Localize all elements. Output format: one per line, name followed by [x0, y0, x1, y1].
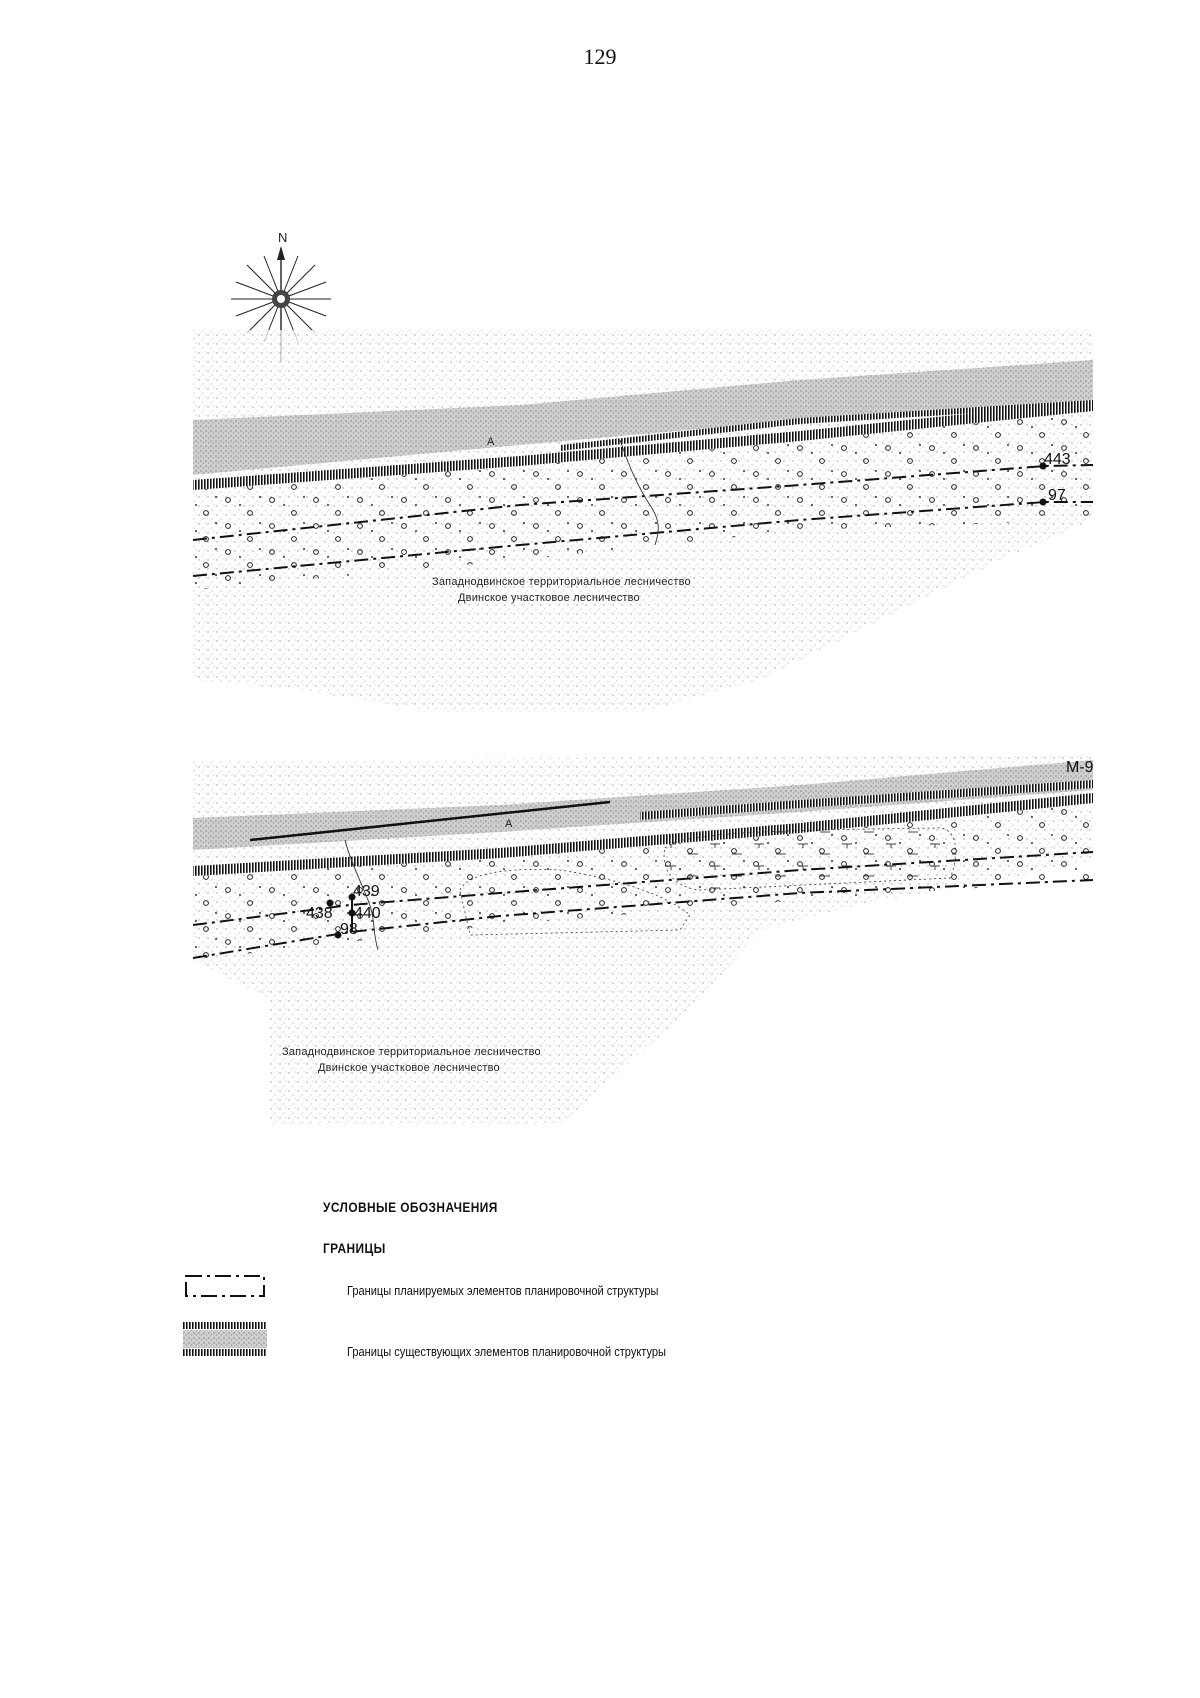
- map-fragment-bottom: [193, 755, 1094, 1125]
- point-label-443: 443: [1044, 451, 1071, 468]
- point-label-438: 438: [306, 905, 333, 922]
- point-label-440: 440: [354, 905, 381, 922]
- point-label-439: 439: [353, 883, 380, 900]
- planned-boundary-symbol: [183, 1273, 267, 1299]
- forestry-label-top-line2: Двинское участковое лесничество: [458, 592, 640, 604]
- legend-subtitle: ГРАНИЦЫ: [323, 1240, 386, 1256]
- existing-boundary-symbol: [183, 1322, 267, 1356]
- road-label-top: A: [487, 436, 495, 448]
- boundary-point-97: [1040, 499, 1047, 506]
- map-fragment-top: [193, 330, 1093, 712]
- point-label-97: 97: [1048, 487, 1066, 504]
- legend-item-planned: Границы планируемых элементов планировочной структуры: [347, 1283, 659, 1298]
- forestry-label-top-line1: Западнодвинское территориальное лесничество: [432, 576, 691, 588]
- page-number: 129: [583, 44, 617, 69]
- legend-item-existing: Границы существующих элементов планировочной структуры: [347, 1344, 666, 1359]
- legend-title: УСЛОВНЫЕ ОБОЗНАЧЕНИЯ: [323, 1199, 498, 1215]
- forestry-label-bottom-line2: Двинское участковое лесничество: [318, 1062, 500, 1074]
- point-label-98: 98: [340, 921, 358, 938]
- compass-north-label: N: [278, 230, 288, 245]
- highway-label-m9: М-9: [1066, 759, 1094, 776]
- forestry-label-bottom-line1: Западнодвинское территориальное лесничество: [282, 1046, 541, 1058]
- road-label-bottom: A: [505, 818, 513, 830]
